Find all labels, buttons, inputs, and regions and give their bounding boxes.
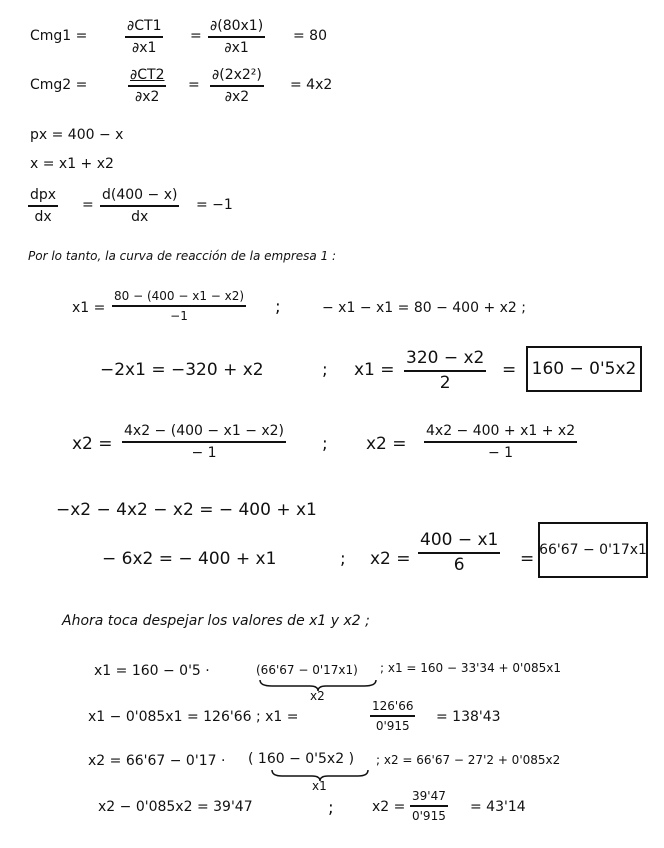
s1-paren: (66'67 − 0'17x1) [256,663,358,677]
price-equation: px = 400 − x [30,127,124,143]
s3-rhs: ; x2 = 66'67 − 27'2 + 0'085x2 [376,753,561,767]
r5-fraction: 400 − x1 6 [420,530,499,575]
s4-lhs: x2 − 0'085x2 = 39'47 [98,799,253,815]
r3-lhs: x2 = [72,434,113,454]
s2-lhs: x1 − 0'085x1 = 126'66 ; x1 = [88,709,299,725]
cmg2-result: = 4x2 [290,77,333,93]
s3-lhs: x2 = 66'67 − 0'17 · [88,753,226,769]
s1-rhs: ; x1 = 160 − 33'34 + 0'085x1 [380,661,561,675]
s3-paren: ( 160 − 0'5x2 ) [248,751,355,767]
r1-rhs: − x1 − x1 = 80 − 400 + x2 ; [322,300,526,316]
cmg1-fraction-2: ∂(80x1) ∂x1 [210,18,264,56]
cmg2-fraction-1: $\frac{\partial CT2}{\partial x2}$ [130,67,165,105]
reaction-function-2-box: 66'67 − 0'17x1 [538,522,648,578]
cmg1-fraction-1: ∂CT1 ∂x1 [127,18,162,56]
cmg2-fraction-2: ∂(2x2²) ∂x2 [212,67,262,105]
r3-fraction-2: 4x2 − 400 + x1 + x2 − 1 [426,423,576,461]
s2-fraction: 126'66 0'915 [372,699,414,733]
s1-under-label: x2 [310,689,325,703]
s4-fraction: 39'47 0'915 [412,789,446,823]
r2-fraction: 320 − x2 2 [406,348,485,393]
demand-derivative-result: = −1 [196,197,233,213]
cmg2-label: Cmg2 = [30,77,88,93]
demand-derivative-fraction-2: d(400 − x) dx [102,187,178,225]
s2-result: = 138'43 [436,709,501,725]
quantity-equation: x = x1 + x2 [30,156,114,172]
demand-derivative-fraction: dpx dx [30,187,57,225]
s1-lhs: x1 = 160 − 0'5 · [94,663,210,679]
reaction-intro-text: Por lo tanto, la curva de reacción de la empresa 1 : [28,249,337,263]
r1-lhs: x1 = [72,300,106,316]
r4-equation: −x2 − 4x2 − x2 = − 400 + x1 [56,500,317,520]
r3-fraction: 4x2 − (400 − x1 − x2) − 1 [124,423,285,461]
r1-fraction: 80 − (400 − x1 − x2) −1 [114,289,245,323]
cmg1-label: Cmg1 = [30,28,88,44]
handwritten-page: Cmg1 = ∂CT1 ∂x1 = ∂(80x1) ∂x1 = 80 Cmg2 = $\frac{\partial CT2}{\partial x2}$ = ∂(2x2²) ∂x2 = 4x2 px = 400 − x x = x1 + x2 dpx dx = d(400 − x) dx = −1 Por lo tanto, la curva de reacción de la empresa 1 : x1 = 80 − (400 − x1 − x2) −1 ; − x1 − x1 = 80 − 400 + x2 ; −2x1 = −320 + x2 ; x1 = 320 − x2 2 = 160 − 0'5x2 x2 = 4x2 − (400 − x1 − x2) − 1 ; x2 = 4x2 − 400 + x1 + x2 − 1 −x2 − 4x2 − x2 = − 400 + x1 − 6x2 = − 400 + x1 ; x2 = 400 − x1 6 = 66'67 − 0'17x1 Ahora toca despejar los valores de x1 y x2 ; x1 = 160 − 0'5 · (66'67 − 0'17x1) x2 ; x1 = 160 − 33'34 + 0'085x1 x1 − 0'085x1 = 126'66 ; x1 = 126'66 0'915 = 138'43 x2 = 66'67 − 0'17 · ( 160 − 0'5x2 ) x1 ; x2 = 66'67 − 27'2 + 0'085x2 x2 − 0'085x2 = 39'47 ; x2 = 39'47 0'915 = 43'14 [28,18,647,823]
reaction-function-1-box: 160 − 0'5x2 [526,346,642,392]
s3-under-label: x1 [312,779,327,793]
r5-lhs: − 6x2 = − 400 + x1 [102,549,277,569]
s4-result: = 43'14 [470,799,526,815]
cmg1-result: = 80 [293,28,327,44]
r2-lhs: −2x1 = −320 + x2 [100,360,264,380]
solve-intro-text: Ahora toca despejar los valores de x1 y x2 ; [62,613,370,629]
